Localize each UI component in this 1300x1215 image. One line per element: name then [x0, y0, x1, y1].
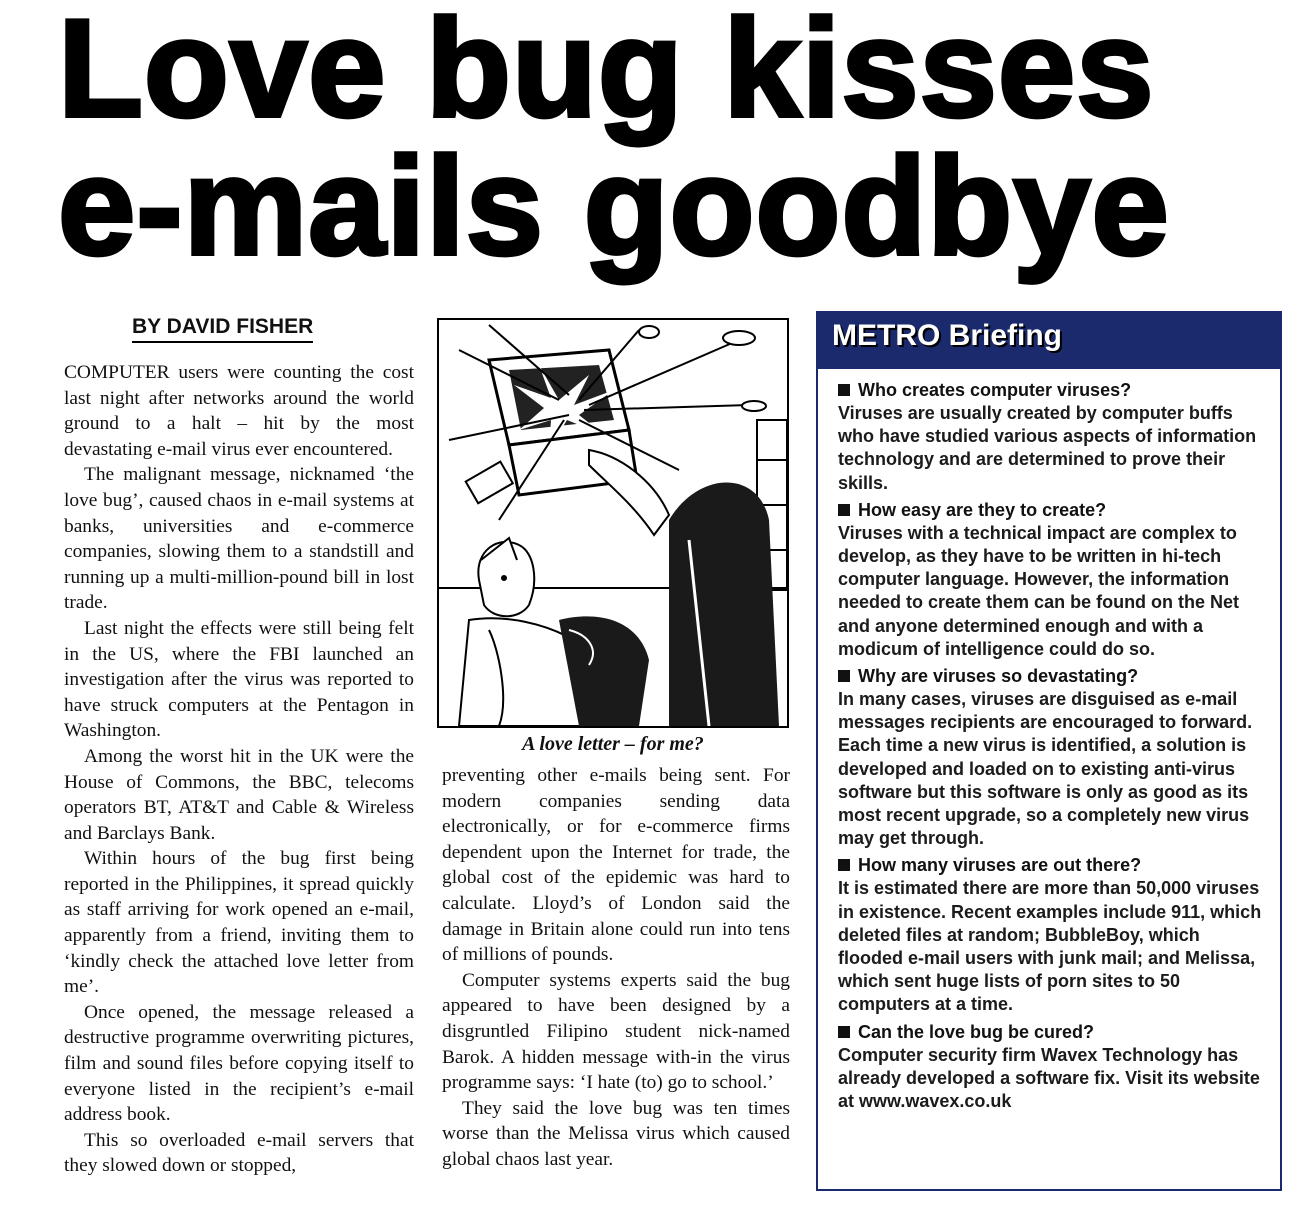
square-bullet-icon	[838, 384, 850, 396]
briefing-answer: Viruses are usually created by computer buffs who have studied various aspects of information technology and are determined to prove their skills.	[838, 403, 1257, 493]
briefing-answer: Viruses with a technical impact are complex to develop, as they have to be written in hi-tech computer language. However, the information needed to create them can be found on the Net and anyone determined enough and with a modicum of intelligence could do so.	[838, 522, 1240, 659]
briefing-question: How easy are they to create?	[838, 499, 1266, 522]
headline-line-2: e-mails goodbye	[58, 129, 1170, 284]
paragraph: The malignant message, nicknamed ‘the love bug’, caused chaos in e-mail systems at banks, universities and e-commerce companies, slowing them to a standstill and running up a multi-million-pound bill in lost trade.	[64, 464, 414, 614]
headline	[58, 0, 1288, 284]
cartoon-illustration	[437, 318, 789, 728]
briefing-body	[818, 369, 1280, 1113]
headline-line-1: Love bug kisses	[58, 0, 1155, 146]
byline: BY DAVID FISHER	[132, 315, 313, 343]
paragraph: Computer systems experts said the bug appeared to have been designed by a disgruntled Filipino student nick-named Barok. A hidden message with-in the virus programme says: ‘I hate (to) go to school.’	[442, 969, 790, 1094]
paragraph: Last night the effects were still being felt in the US, where the FBI launched an investigation after the virus was reported to have struck computers at the Pentagon in Washington.	[64, 617, 414, 742]
briefing-question: Can the love bug be cured?	[838, 1021, 1266, 1044]
square-bullet-icon	[838, 670, 850, 682]
briefing-question: How many viruses are out there?	[838, 854, 1266, 877]
article-column-2	[442, 763, 790, 1173]
paragraph: This so overloaded e-mail servers that they slowed down or stopped,	[64, 1129, 414, 1177]
article-column-1	[64, 360, 414, 1179]
paragraph: Once opened, the message released a destructive programme overwriting pictures, film and sound files before copying itself to everyone listed in the recipient’s e-mail address book.	[64, 1001, 414, 1126]
briefing-question: Who creates computer viruses?	[838, 379, 1266, 402]
briefing-answer: In many cases, viruses are disguised as e-mail messages recipients are encouraged to forward. Each time a new virus is identified, a solution is developed and loaded on to existing anti-virus software but this software is only as good as its most recent upgrade, so a completely new virus may get through.	[838, 689, 1253, 849]
paragraph: preventing other e-mails being sent. For modern companies sending data electronically, or for e-commerce firms dependent upon the Internet for trade, the global cost of the epidemic was hard to calculate. Lloyd’s of London said the damage in Britain alone could run into tens of millions of pounds.	[442, 765, 790, 966]
cartoon-drawing	[439, 320, 787, 726]
paragraph: Within hours of the bug first being reported in the Philippines, it spread quickly as staff arriving for work opened an e-mail, apparently from a friend, inviting them to ‘kindly check the attached love letter from me’.	[64, 848, 414, 998]
cartoon-caption: A love letter – for me?	[522, 733, 704, 755]
metro-briefing-box	[816, 311, 1282, 1191]
square-bullet-icon	[838, 859, 850, 871]
briefing-title: METRO Briefing	[818, 313, 1280, 369]
briefing-answer: Computer security firm Wavex Technology has already developed a software fix. Visit its website at www.wavex.co.uk	[838, 1044, 1260, 1112]
square-bullet-icon	[838, 1026, 850, 1038]
briefing-question: Why are viruses so devastating?	[838, 665, 1266, 688]
paragraph: They said the love bug was ten times worse than the Melissa virus which caused global chaos last year.	[442, 1097, 790, 1170]
paragraph: Among the worst hit in the UK were the House of Commons, the BBC, telecoms operators BT, AT&T and Cable & Wireless and Barclays Bank.	[64, 745, 414, 844]
briefing-answer: It is estimated there are more than 50,000 viruses in existence. Recent examples include 911, which deleted files at random; BubbleBoy, which flooded e-mail users with junk mail; and Melissa, which sent huge lists of porn sites to 50 computers at a time.	[838, 878, 1262, 1015]
paragraph: COMPUTER users were counting the cost last night after networks around the world ground to a halt – hit by the most devastating e-mail virus ever encountered.	[64, 362, 414, 460]
square-bullet-icon	[838, 504, 850, 516]
